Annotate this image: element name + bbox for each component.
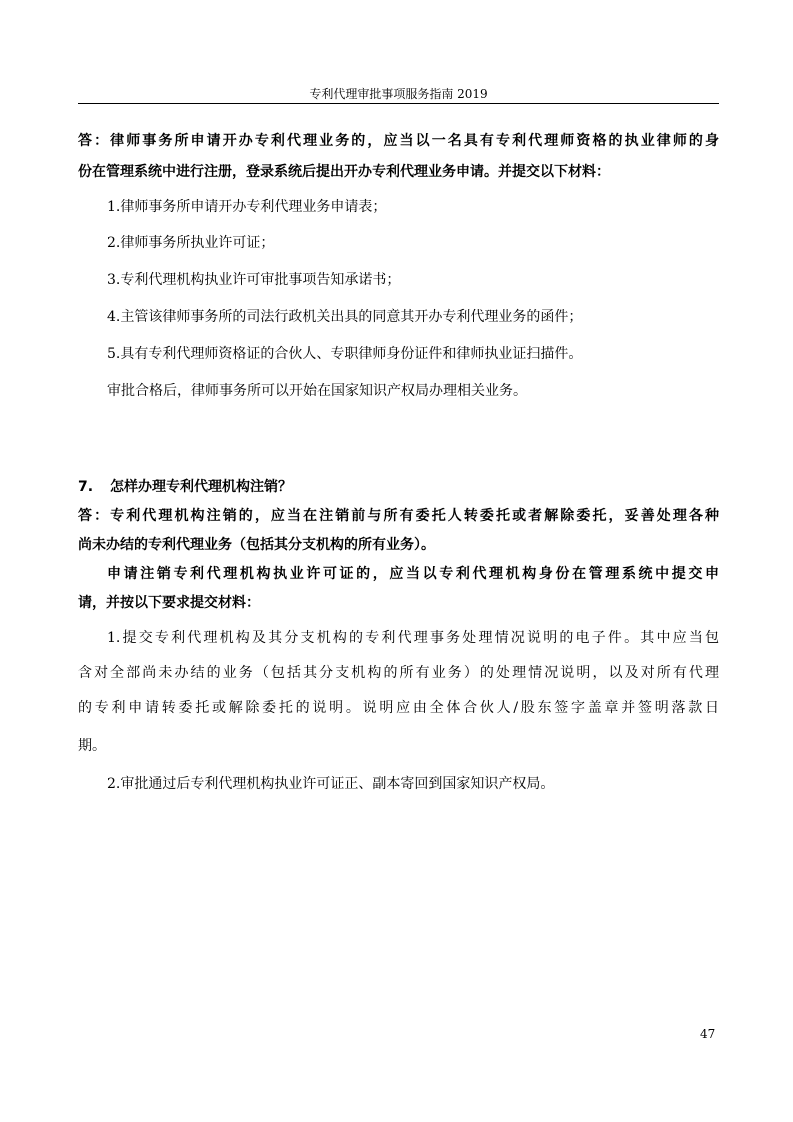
- list-item-line: 期。: [78, 738, 106, 754]
- list-item-line: 1.提交专利代理机构及其分支机构的专利代理事务处理情况说明的电子件。其中应当包: [107, 630, 719, 646]
- answer-line-2: 份在管理系统中进行注册，登录系统后提出开办专利代理业务申请。并提交以下材料：: [78, 164, 610, 180]
- question-heading: [78, 479, 719, 496]
- list-item: 5.具有专利代理师资格证的合伙人、专职律师身份证件和律师执业证扫描件。: [107, 346, 583, 362]
- list-item: 1.律师事务所申请开办专利代理业务申请表；: [107, 199, 387, 215]
- question-number: 7.: [78, 479, 94, 495]
- running-header-title: 专利代理审批事项服务指南 2019: [309, 87, 488, 101]
- question-text: 怎样办理专利代理机构注销？: [110, 479, 292, 495]
- list-item: 2.审批通过后专利代理机构执业许可证正、副本寄回到国家知识产权局。: [107, 776, 555, 792]
- answer-line-1: 答：专利代理机构注销的，应当在注销前与所有委托人转委托或者解除委托，妥善处理各种: [78, 508, 719, 524]
- header-rule: [78, 103, 719, 104]
- answer-line-1: 答：律师事务所申请开办专利代理业务的，应当以一名具有专利代理师资格的执业律师的身: [78, 133, 719, 149]
- list-item: 4.主管该律师事务所的司法行政机关出具的同意其开办专利代理业务的函件；: [107, 309, 583, 325]
- page-number: 47: [700, 1027, 716, 1041]
- list-item: 2.律师事务所执业许可证；: [107, 235, 275, 251]
- answer-line-2: 尚未办结的专利代理业务（包括其分支机构的所有业务）。: [78, 537, 435, 553]
- list-item-line: 的专利申请转委托或解除委托的说明。说明应由全体合伙人/股东签字盖章并签明落款日: [78, 700, 719, 716]
- closing-paragraph: 审批合格后，律师事务所可以开始在国家知识产权局办理相关业务。: [107, 383, 527, 399]
- requirement-line-1: 申请注销专利代理机构执业许可证的，应当以专利代理机构身份在管理系统中提交申: [107, 566, 719, 582]
- list-item-line: 含对全部尚未办结的业务（包括其分支机构的所有业务）的处理情况说明，以及对所有代理: [78, 665, 719, 681]
- requirement-line-2: 请，并按以下要求提交材料：: [78, 595, 260, 611]
- list-item: 3.专利代理机构执业许可审批事项告知承诺书；: [107, 272, 401, 288]
